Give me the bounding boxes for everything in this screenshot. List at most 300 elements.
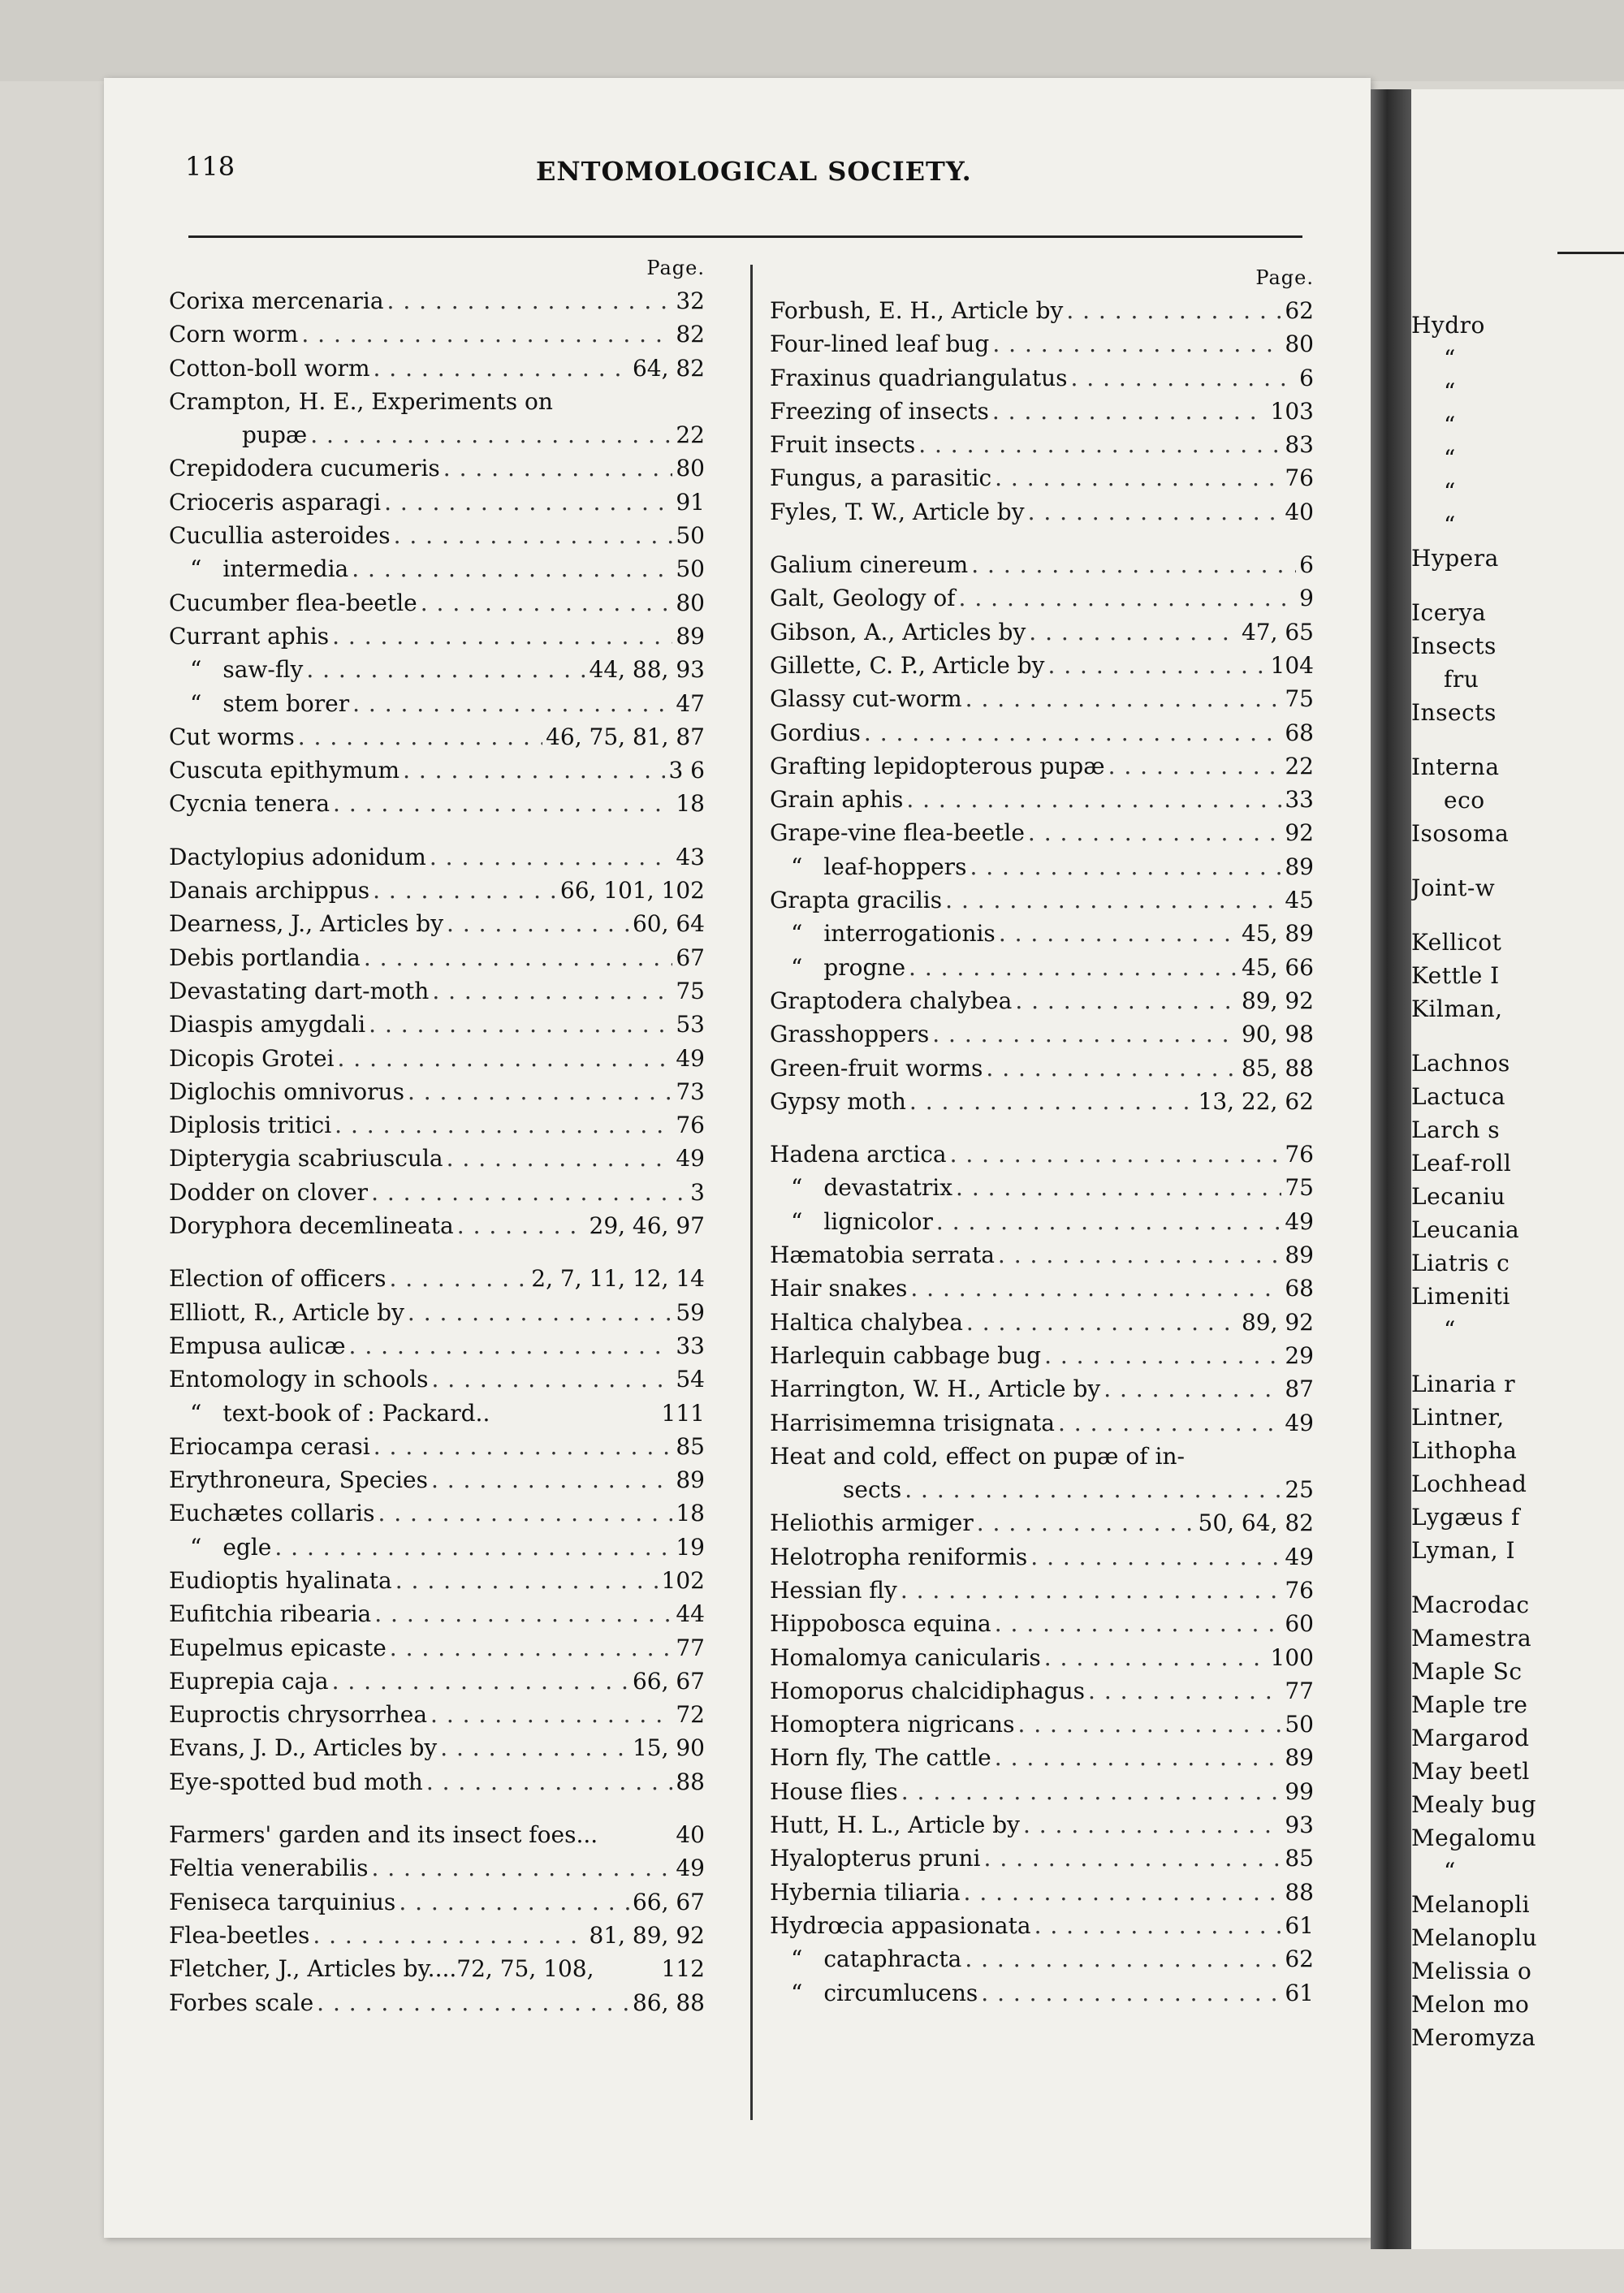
entry-name: Helotropha reniformis [770,1543,1028,1570]
entry-name: Four-lined leaf bug [770,330,990,358]
entry-pages: 85 [676,1432,705,1460]
index-entry [169,1919,705,1952]
entry-name: Cucullia asteroides [169,522,391,550]
entry-name: Diplosis tritici [169,1112,332,1139]
entry-name: Freezing of insects [770,397,989,425]
entry-name: “ circumlucens [770,1976,978,2010]
index-entry [770,984,1314,1017]
entry-pages: 54 [676,1366,705,1393]
facing-entry: Maple tre [1411,1691,1528,1718]
leader-dots [352,687,672,720]
entry-name: Harrisimemna trisignata [770,1409,1055,1436]
entry-name: Hippobosca equina [770,1610,991,1638]
leader-dots [333,787,672,820]
entry-name: Hessian fly [770,1576,897,1604]
index-entry [169,720,705,754]
entry-pages: 33 [1285,786,1314,814]
entry-pages: 6 [1299,551,1314,579]
index-entry [169,1296,705,1329]
leader-dots [1044,1339,1281,1372]
leader-dots [965,1942,1281,1976]
entry-pages: 100 [1270,1643,1314,1671]
entry-name: Horn fly, The cattle [770,1744,991,1772]
index-entry [770,495,1314,529]
leader-dots [317,1986,629,2019]
leader-dots [1034,1909,1282,1942]
index-entry [770,361,1314,395]
entry-name: Hydrœcia appasionata [770,1911,1031,1939]
entry-name: Feniseca tarquinius [169,1888,396,1915]
entry-name: Gordius [770,719,861,746]
entry-pages: 29 [1285,1341,1314,1369]
facing-entry: Melissia o [1411,1958,1532,1984]
facing-entry: fru [1444,666,1479,693]
facing-entry: Meromyza [1411,2024,1536,2051]
index-entry [770,581,1314,615]
entry-pages: 59 [676,1298,705,1326]
leader-dots [964,1876,1282,1909]
index-entry [770,461,1314,494]
index-entry [169,687,705,720]
entry-name: Hæmatobia serrata [770,1242,995,1269]
index-entry [770,548,1314,581]
entry-pages: 64, 82 [632,354,705,382]
entry-pages: 50, 64, 82 [1198,1509,1314,1537]
index-entry [169,907,705,940]
index-entry [169,451,705,485]
entry-pages: 18 [676,1500,705,1527]
entry-name: Forbes scale [169,1989,314,2016]
facing-entry: Hypera [1411,545,1499,572]
entry-name: Evans, J. D., Articles by [169,1734,438,1762]
leader-dots [909,1085,1195,1118]
facing-entry: “ [1444,1858,1456,1885]
index-entry [169,1731,705,1764]
index-entry [169,974,705,1008]
leader-dots [950,1138,1282,1171]
facing-entry: May beetl [1411,1758,1530,1785]
entry-name: Eupelmus epicaste [169,1634,387,1661]
facing-entry: Icerya [1411,599,1487,626]
leader-dots [970,850,1281,883]
entry-name: Grain aphis [770,786,904,814]
entry-name: “ interrogationis [770,917,996,950]
leader-dots [981,1976,1281,2010]
entry-pages: 9 [1299,585,1314,612]
entry-pages: 80 [676,455,705,482]
index-list-right [770,294,1314,2010]
facing-entry: “ [1444,445,1456,472]
index-entry [169,1698,705,1731]
entry-pages: 45 [1285,887,1314,914]
entry-name: Hutt, H. L., Article by [770,1812,1020,1839]
leader-dots [301,317,672,351]
leader-dots [374,1430,673,1463]
index-entry [169,1362,705,1396]
leader-dots [352,552,672,585]
leader-dots [901,1775,1282,1808]
leader-dots [1029,615,1238,649]
entry-name: Danais archippus [169,877,370,905]
entry-pages: 45, 66 [1241,953,1314,981]
index-entry [770,1051,1314,1085]
page-column-label: Page. [646,257,705,279]
index-entry [770,1842,1314,1875]
entry-name: Hadena arctica [770,1141,947,1168]
leader-dots [1066,294,1281,327]
entry-name: Crepidodera cucumeris [169,455,440,482]
index-entry [169,586,705,620]
index-entry [770,951,1314,984]
index-entry [169,620,705,653]
entry-name: Currant aphis [169,622,330,650]
entry-name: Galium cinereum [770,551,969,579]
entry-name: Dactylopius adonidum [169,843,426,870]
entry-pages: 89, 92 [1241,1308,1314,1336]
leader-dots [384,486,672,519]
entry-name: Fletcher, J., Articles by....72, 75, 108, [169,1955,594,1983]
index-entry [770,395,1314,428]
entry-pages: 77 [1285,1677,1314,1704]
index-entry [169,385,705,418]
index-entry [770,1440,1314,1473]
index-entry [169,653,705,686]
entry-pages: 89 [676,1466,705,1494]
facing-entry: Kilman, [1411,995,1503,1022]
facing-entry: “ [1444,345,1456,372]
entry-name: Cut worms [169,723,295,750]
entry-name: Harrington, W. H., Article by [770,1375,1101,1403]
entry-name: Farmers' garden and its insect foes... [169,1821,598,1849]
leader-dots [1023,1808,1281,1842]
entry-pages: 75 [1285,685,1314,713]
entry-name: Eudioptis hyalinata [169,1566,392,1594]
entry-name: Dodder on clover [169,1178,369,1206]
index-entry [770,1406,1314,1440]
index-entry [770,1171,1314,1204]
index-entry [169,1631,705,1665]
entry-pages: 76 [1285,1576,1314,1604]
index-entry [169,352,705,385]
index-entry [770,1306,1314,1339]
leader-dots [389,1262,528,1295]
leader-dots [371,1851,672,1885]
entry-pages: 80 [676,589,705,616]
entry-name: Gypsy moth [770,1087,906,1115]
entry-name: Dearness, J., Articles by [169,910,444,938]
facing-entry: Lecaniu [1411,1183,1506,1210]
entry-name: House flies [770,1777,898,1805]
index-entry [169,1885,705,1919]
index-entry [770,649,1314,682]
index-column-right [770,266,1314,2010]
entry-pages: 49 [1285,1409,1314,1436]
entry-name: “ progne [770,951,905,984]
index-entry [169,787,705,820]
entry-pages: 88 [1285,1878,1314,1906]
leader-dots [373,874,557,907]
column-divider [750,265,753,2120]
entry-name: Gibson, A., Articles by [770,618,1026,646]
entry-name: “ stem borer [169,687,349,720]
facing-entry: Larch s [1411,1116,1501,1143]
index-entry [169,874,705,907]
entry-pages: 68 [1285,719,1314,746]
entry-name: Grape-vine flea-beetle [770,819,1025,847]
index-entry [169,519,705,552]
leader-dots [332,620,672,653]
entry-pages: 22 [676,421,705,449]
leader-dots [447,907,629,940]
index-entry [770,1238,1314,1272]
facing-entry: “ [1444,512,1456,538]
entry-pages: 49 [676,1044,705,1072]
entry-name: Elliott, R., Article by [169,1298,404,1326]
leader-dots [1030,1540,1281,1574]
index-entry [169,941,705,974]
entry-name: pupæ [242,421,308,449]
leader-dots [337,1042,672,1075]
index-entry [770,1708,1314,1741]
index-entry [770,615,1314,649]
entry-name: Crampton, H. E., Experiments on [169,387,553,415]
index-entry [770,294,1314,327]
leader-dots [1044,1641,1268,1674]
index-entry [169,418,705,451]
leader-dots [426,1765,673,1799]
entry-pages: 47, 65 [1241,618,1314,646]
index-entry [169,1765,705,1799]
entry-pages: 40 [1285,498,1314,525]
index-entry [770,1641,1314,1674]
entry-pages: 112 [661,1955,705,1983]
entry-pages: 49 [1285,1207,1314,1235]
entry-name: Entomology in schools [169,1366,429,1393]
entry-name: Eriocampa cerasi [169,1432,370,1460]
header-rule [188,235,1302,238]
entry-pages: 49 [676,1855,705,1882]
entry-pages: 13, 22, 62 [1198,1087,1314,1115]
entry-name: Homoporus chalcidiphagus [770,1677,1086,1704]
entry-name: Homalomya canicularis [770,1643,1041,1671]
entry-name: Fraxinus quadriangulatus [770,364,1068,391]
index-entry [770,749,1314,783]
facing-index-list [1411,309,1624,2054]
facing-entry: Kettle I [1411,962,1500,989]
index-entry [169,1952,705,1985]
entry-name: Cotton-boll worm [169,354,370,382]
leader-dots [936,1205,1281,1238]
leader-dots [394,519,673,552]
entry-pages: 76 [1285,1141,1314,1168]
facing-entry: Maple Sc [1411,1658,1522,1685]
index-list-left [169,284,705,2019]
index-entry [770,1205,1314,1238]
index-entry [169,486,705,519]
leader-dots [306,653,585,686]
index-entry [169,1564,705,1597]
entry-pages: 60 [1285,1610,1314,1638]
leader-dots [1088,1674,1281,1708]
entry-pages: 89, 92 [1241,987,1314,1014]
leader-dots [1058,1406,1281,1440]
entry-name: Dicopis Grotei [169,1044,335,1072]
entry-pages: 89 [1285,1242,1314,1269]
facing-entry: Kellicot [1411,929,1502,956]
index-entry [770,1574,1314,1607]
entry-name: Debis portlandia [169,944,361,971]
leader-dots [992,327,1281,361]
page-number: 118 [185,151,235,182]
entry-name: Euchætes collaris [169,1500,375,1527]
index-entry [770,783,1314,816]
entry-name: Hyalopterus pruni [770,1845,981,1872]
index-entry [770,1540,1314,1574]
leader-dots [378,1496,672,1530]
index-entry [169,1142,705,1175]
entry-pages: 46, 75, 81, 87 [546,723,705,750]
entry-name: Diglochis omnivorus [169,1077,404,1105]
entry-pages: 50 [676,522,705,550]
leader-dots [901,1574,1282,1607]
leader-dots [966,1306,1238,1339]
leader-dots [395,1564,659,1597]
entry-name: Hair snakes [770,1275,908,1302]
entry-name: sects [843,1476,902,1504]
leader-dots [995,461,1281,494]
index-entry [169,1075,705,1108]
entry-pages: 33 [676,1332,705,1359]
entry-pages: 61 [1285,1911,1314,1939]
page-column-label: Page. [1255,266,1314,289]
leader-dots [1028,816,1281,849]
entry-name: Hybernia tiliaria [770,1878,961,1906]
running-head: ENTOMOLOGICAL SOCIETY. [536,156,972,187]
index-entry [169,1262,705,1295]
index-entry [770,917,1314,950]
entry-name: Feltia venerabilis [169,1855,369,1882]
entry-pages: 76 [1285,464,1314,492]
entry-name: Cycnia tenera [169,790,330,818]
leader-dots [956,1171,1281,1204]
entry-pages: 87 [1285,1375,1314,1403]
index-entry [169,1397,705,1430]
leader-dots [408,1075,672,1108]
leader-dots [971,548,1296,581]
entry-pages: 93 [1285,1812,1314,1839]
entry-name: Flea-beetles [169,1921,310,1949]
index-entry [169,1597,705,1630]
leader-dots [390,1631,673,1665]
facing-entry: Limeniti [1411,1283,1510,1310]
facing-entry: Lochhead [1411,1470,1527,1497]
index-entry [770,1085,1314,1118]
entry-pages: 29, 46, 97 [589,1212,705,1240]
index-entry [169,1108,705,1142]
index-entry [770,816,1314,849]
index-entry [169,1176,705,1209]
index-entry [169,754,705,787]
leader-dots [999,917,1238,950]
index-entry [770,883,1314,917]
leader-dots [945,883,1281,917]
leader-dots [906,783,1281,816]
facing-entry: Leucania [1411,1216,1520,1243]
entry-pages: 89 [676,622,705,650]
facing-entry: Lachnos [1411,1050,1510,1077]
facing-entry: Lyman, I [1411,1537,1516,1564]
index-entry [770,1506,1314,1539]
entry-pages: 18 [676,790,705,818]
index-entry [169,1463,705,1496]
entry-pages: 82 [676,321,705,348]
index-entry [169,840,705,874]
leader-dots [313,1919,585,1952]
entry-name: “ lignicolor [770,1205,933,1238]
facing-entry: Joint-w [1411,874,1496,901]
index-entry [169,1496,705,1530]
facing-entry: Margarod [1411,1725,1530,1751]
facing-entry: Mamestra [1411,1625,1532,1652]
index-entry [770,1473,1314,1506]
index-entry [169,552,705,585]
entry-pages: 47 [676,689,705,717]
facing-entry: Insects [1411,699,1497,726]
scan-background [0,0,1624,81]
entry-pages: 75 [1285,1174,1314,1202]
index-entry [770,850,1314,883]
index-entry [770,428,1314,461]
entry-pages: 111 [661,1399,705,1427]
index-entry [770,1775,1314,1808]
entry-name: “ leaf-hoppers [770,850,966,883]
leader-dots [374,352,629,385]
entry-pages: 62 [1285,297,1314,324]
index-entry [169,1209,705,1242]
leader-dots [1104,1372,1281,1406]
leader-dots [431,1463,672,1496]
entry-name: Devastating dart-moth [169,977,430,1004]
leader-dots [1108,749,1282,783]
index-entry [770,1808,1314,1842]
index-entry [770,716,1314,749]
index-entry [770,682,1314,715]
facing-entry: “ [1444,1316,1456,1343]
leader-dots [274,1531,672,1564]
index-entry [169,317,705,351]
index-entry [770,1272,1314,1305]
leader-dots [995,1741,1282,1774]
leader-dots [443,451,673,485]
index-entry [770,1674,1314,1708]
entry-pages: 60, 64 [632,910,705,938]
entry-name: Euproctis chrysorrhea [169,1701,428,1729]
index-entry [770,1909,1314,1942]
index-entry [169,1818,705,1851]
facing-entry: Lintner, [1411,1404,1505,1431]
leader-dots [959,581,1297,615]
entry-name: Crioceris asparagi [169,488,382,516]
entry-pages: 77 [676,1634,705,1661]
entry-pages: 91 [676,488,705,516]
facing-entry: Megalomu [1411,1824,1537,1851]
entry-name: Diaspis amygdali [169,1011,366,1039]
entry-name: Fungus, a parasitic [770,464,992,492]
entry-name: Erythroneura, Species [169,1466,428,1494]
leader-dots [992,395,1268,428]
entry-pages: 66, 67 [632,1667,705,1695]
index-entry [770,327,1314,361]
